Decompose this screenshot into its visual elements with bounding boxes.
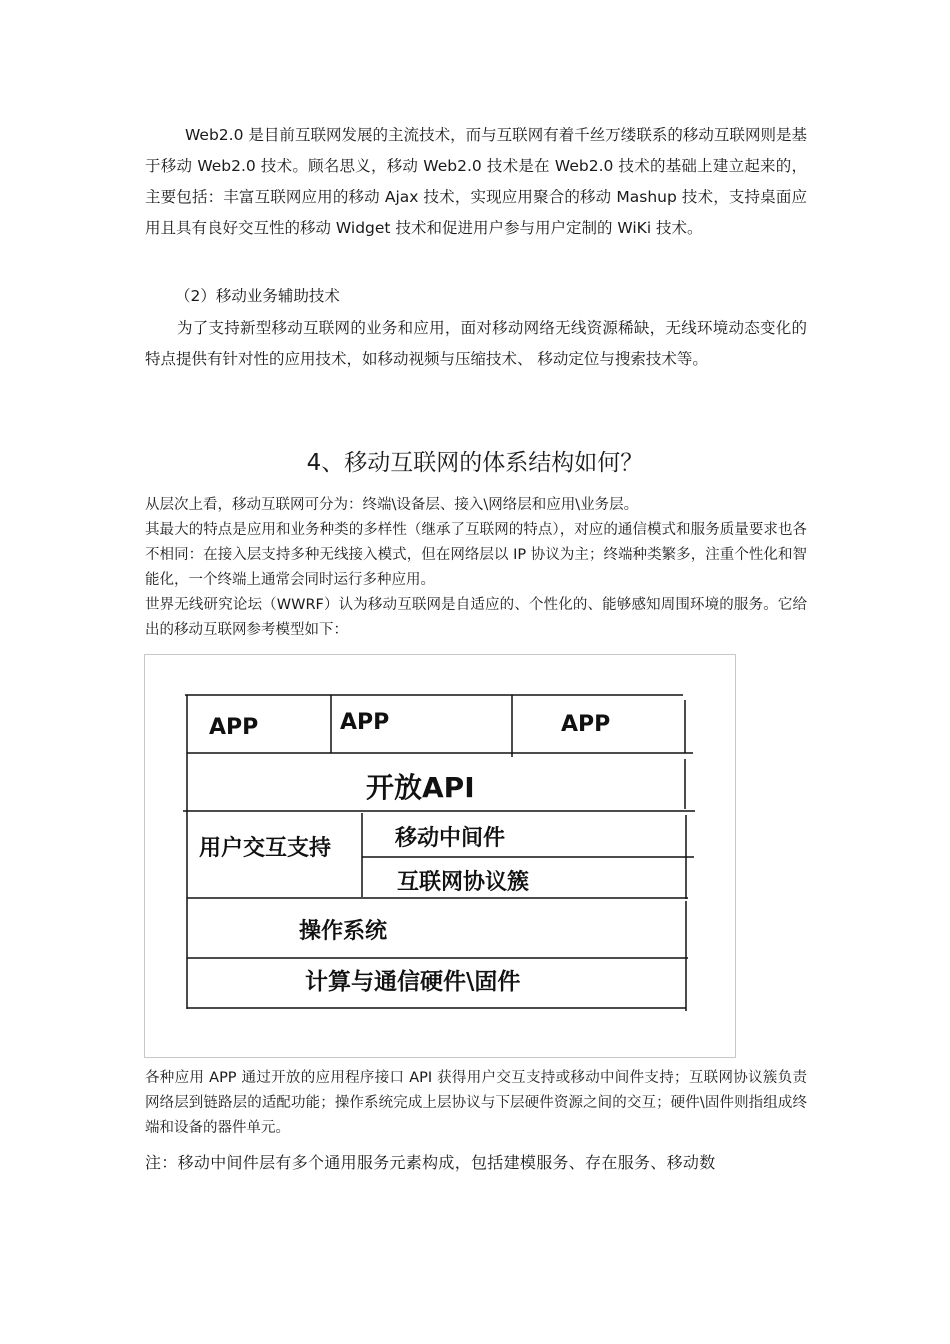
layers-text: 从层次上看，移动互联网可分为：终端\设备层、接入\网络层和应用\业务层。 <box>145 497 639 513</box>
hardware-label: 计算与通信硬件\固件 <box>305 969 521 995</box>
note-text: 注：移动中间件层有多个通用服务元素构成，包括建模服务、存在服务、移动数 <box>145 1153 716 1172</box>
web20-paragraph: Web2.0 是目前互联网发展的主流技术，而与互联网有着千丝万缕联系的移动互联网则是基于移动 Web2.0 技术。顾名思义，移动 Web2.0 技术是在 Web2.0 技术的基础上建立起来的，主要包括：丰富互联网应用的移动 Ajax 技术，实现应用聚合的移动 Mashup 技术，支持桌面应用且具有良好交互性的移动 Widget 技术和促进用户参与用户定制的 WiKi 技术。 <box>145 126 807 237</box>
section-heading: 4、移动互联网的体系结构如何？ <box>306 450 644 476</box>
features-text: 其最大的特点是应用和业务种类的多样性（继承了互联网的特点），对应的通信模式和服务质量要求也各不相同：在接入层支持多种无线接入模式，但在网络层以 IP 协议为主；终端种类繁多，注重个性化和智能化，一个终端上通常会同时运行多种应用。 <box>145 522 807 588</box>
app-3-label: APP <box>561 712 611 737</box>
protocol-suite-label: 互联网协议簇 <box>397 870 530 895</box>
os-label: 操作系统 <box>299 919 388 944</box>
middleware-label: 移动中间件 <box>395 826 506 851</box>
reference-model-diagram <box>145 655 735 1057</box>
open-api-label: 开放API <box>366 771 475 804</box>
user-interaction-label: 用户交互支持 <box>199 836 332 861</box>
sub-heading-aux-tech: （2）移动业务辅助技术 <box>175 287 340 305</box>
app-1-label: APP <box>209 715 259 740</box>
app-2-label: APP <box>340 710 390 735</box>
wwrf-text: 世界无线研究论坛（WWRF）认为移动互联网是自适应的、个性化的、能够感知周围环境的服务。它给出的移动互联网参考模型如下： <box>145 597 807 638</box>
aux-tech-paragraph: 为了支持新型移动互联网的业务和应用，面对移动网络无线资源稀缺，无线环境动态变化的特点提供有针对性的应用技术，如移动视频与压缩技术、 移动定位与搜索技术等。 <box>145 319 807 368</box>
reference-model-figure <box>144 654 736 1058</box>
description-text: 各种应用 APP 通过开放的应用程序接口 API 获得用户交互支持或移动中间件支持；互联网协议簇负责网络层到链路层的适配功能；操作系统完成上层协议与下层硬件资源之间的交互；硬件\固件则指组成终端和设备的器件单元。 <box>145 1070 807 1136</box>
